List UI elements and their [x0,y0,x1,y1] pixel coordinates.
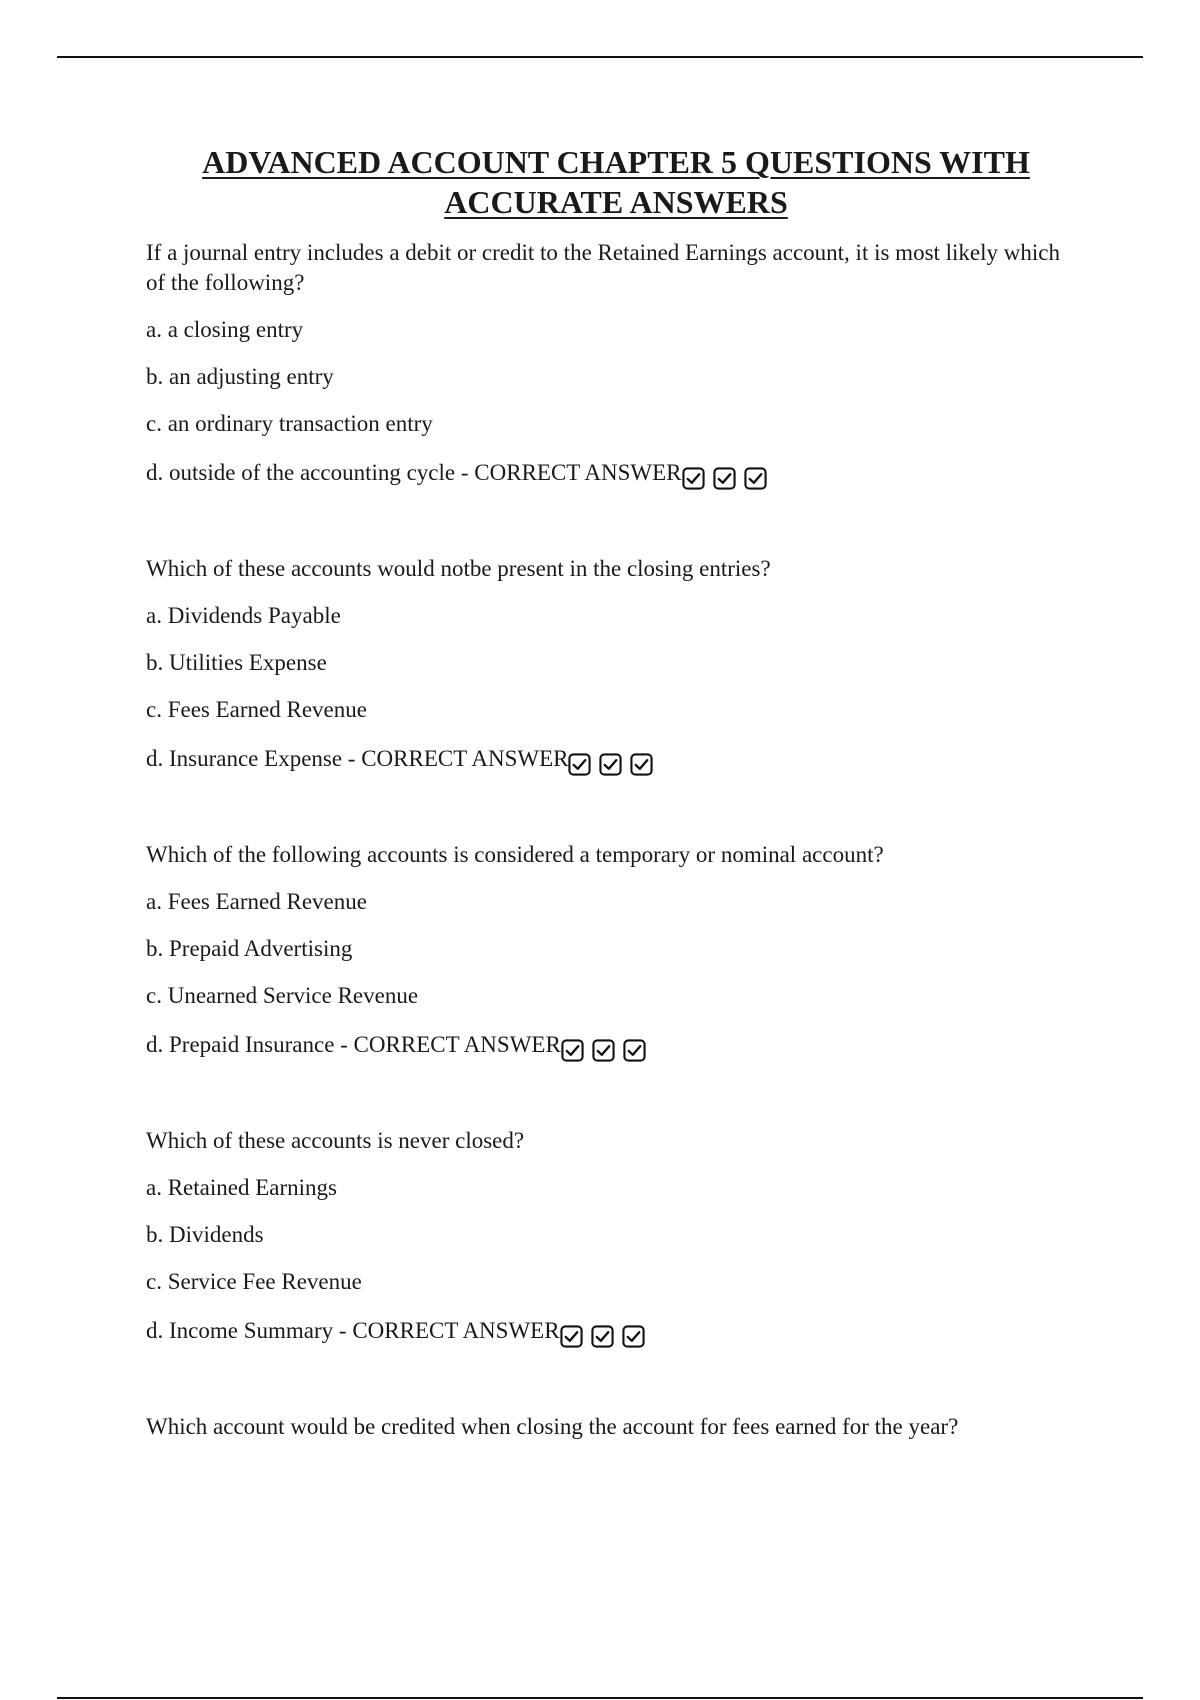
answer-option-d-correct [146,742,1066,780]
answer-option-a: a. Dividends Payable [146,603,341,628]
checkbox-check-icon [622,1325,645,1348]
checkbox-check-icon [591,1325,614,1348]
answer-option-a: a. Fees Earned Revenue [146,889,367,914]
checkbox-check-icon [592,1039,615,1062]
checkbox-check-icon [630,753,653,776]
title-line-2: ACCURATE ANSWERS [444,184,788,220]
question-block-5 [146,1412,1066,1442]
question-block-1 [146,238,1066,494]
question-text: Which of these accounts would notbe present in the closing entries? [146,556,771,581]
answer-option-a: a. a closing entry [146,317,304,342]
correct-answer-checks [682,460,775,494]
question-block-2 [146,554,1066,780]
answer-option-c: c. an ordinary transaction entry [146,411,433,436]
correct-answer-checks [568,746,661,780]
answer-option-d-label: d. outside of the accounting cycle - CORRECT ANSWER [146,460,682,485]
checkbox-check-icon [744,467,767,490]
top-rule [57,56,1143,58]
correct-answer-checks [560,1318,653,1352]
question-text: If a journal entry includes a debit or credit to the Retained Earnings account, it is most likely which of the following? [146,240,1060,295]
checkbox-check-icon [599,753,622,776]
correct-answer-checks [561,1032,654,1066]
question-block-3 [146,840,1066,1066]
checkbox-check-icon [713,467,736,490]
answer-option-c: c. Unearned Service Revenue [146,983,419,1008]
answer-option-d-label: d. Prepaid Insurance - CORRECT ANSWER [146,1032,561,1057]
answer-option-d-correct [146,1314,1066,1352]
answer-option-b: b. an adjusting entry [146,364,334,389]
checkbox-check-icon [568,753,591,776]
answer-option-a: a. Retained Earnings [146,1175,337,1200]
checkbox-check-icon [682,467,705,490]
question-block-4 [146,1126,1066,1352]
document-title [146,142,1086,222]
answer-option-d-label: d. Insurance Expense - CORRECT ANSWER [146,746,569,771]
checkbox-check-icon [560,1325,583,1348]
answer-option-c: c. Fees Earned Revenue [146,697,367,722]
question-list [146,238,1066,1502]
question-text: Which of these accounts is never closed? [146,1128,525,1153]
question-text: Which of the following accounts is considered a temporary or nominal account? [146,842,884,867]
answer-option-b: b. Prepaid Advertising [146,936,353,961]
bottom-rule [57,1697,1143,1699]
question-text: Which account would be credited when closing the account for fees earned for the year? [146,1414,959,1439]
title-line-1: ADVANCED ACCOUNT CHAPTER 5 QUESTIONS WITH [202,144,1030,180]
answer-option-c: c. Service Fee Revenue [146,1269,362,1294]
checkbox-check-icon [623,1039,646,1062]
answer-option-d-correct [146,1028,1066,1066]
answer-option-b: b. Dividends [146,1222,264,1247]
answer-option-d-label: d. Income Summary - CORRECT ANSWER [146,1318,560,1343]
answer-option-b: b. Utilities Expense [146,650,327,675]
checkbox-check-icon [561,1039,584,1062]
answer-option-d-correct [146,456,1066,494]
